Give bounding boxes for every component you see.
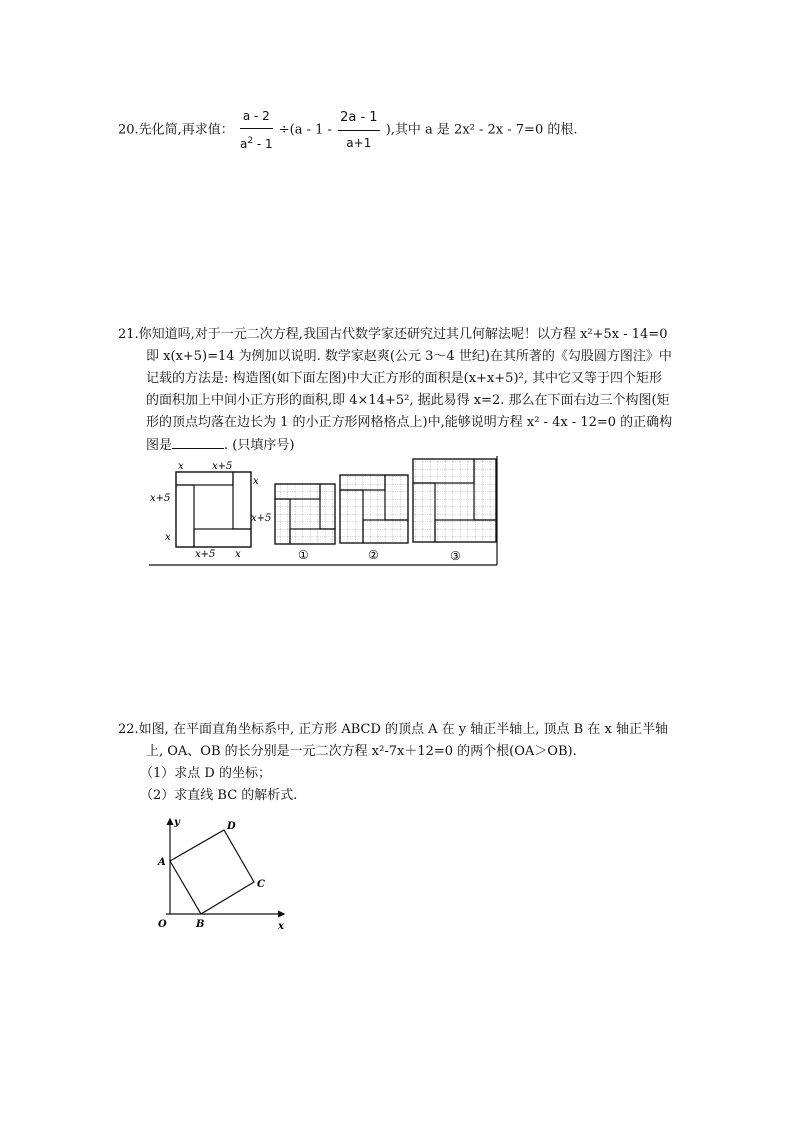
q21-line-3: 记载的方法是: 构造图(如下面左图)中大正方形的面积是(x+x+5)², 其中它又等于四个矩形 — [146, 371, 662, 386]
right-rectangle — [233, 472, 251, 529]
q21-line-5: 形的顶点均落在边长为 1 的小正方形网格格点上)中,能够说明方程 x² - 4x - 12=0 的正确构 — [146, 415, 673, 430]
q22-sub-1: （1）求点 D 的坐标； — [140, 766, 271, 781]
q20-frac1-numerator: a - 2 — [240, 105, 273, 129]
construction-1-label: ① — [298, 548, 309, 562]
q21-line-6-prefix: 图是 — [146, 438, 173, 453]
q20-frac2-denominator: a+1 — [346, 135, 372, 150]
q20-frac2-numerator: 2a - 1 — [338, 107, 379, 131]
label-x5-bottom: x+5 — [195, 549, 216, 560]
label-x-bottom: x — [235, 549, 241, 560]
q21-figure — [145, 454, 505, 570]
q20-fraction-2 — [338, 107, 379, 154]
label-y: y — [174, 817, 180, 828]
q22-coordinate-figure — [152, 815, 292, 935]
q21-line-4: 的面积加上中间小正方形的面积,即 4×14+5², 据此易得 x=2. 那么在下面右边三个构图(矩 — [146, 393, 670, 408]
top-rectangle — [176, 472, 233, 485]
square-abcd — [170, 830, 254, 914]
label-x: x — [278, 921, 284, 932]
q20-fraction-1 — [240, 105, 273, 155]
left-rectangle — [176, 485, 194, 547]
q20-suffix: ),其中 a 是 2x² - 2x - 7=0 的根. — [385, 122, 578, 138]
q20-frac1-den-base: a — [239, 137, 248, 151]
big-square — [176, 472, 251, 547]
q21-line-6-suffix: . (只填序号) — [224, 438, 295, 453]
label-o: O — [158, 919, 167, 930]
construction-2 — [340, 475, 408, 562]
label-x5-right: x+5 — [251, 513, 272, 524]
q22-line-2: 上, OA、OB 的长分别是一元二次方程 x²-7x＋12=0 的两个根(OA＞OB). — [146, 744, 577, 759]
label-a: A — [158, 857, 166, 868]
q20-frac1-den-exp: 2 — [247, 136, 254, 146]
construction-3-label: ③ — [450, 549, 461, 563]
q20-line — [118, 105, 578, 155]
label-d: D — [227, 821, 236, 832]
q20-operator: ÷(a - 1 - — [278, 122, 337, 138]
zhao-shuang-diagram — [150, 461, 271, 560]
inner-square — [194, 485, 233, 529]
answer-blank — [172, 436, 224, 449]
label-c: C — [257, 879, 265, 890]
q21-line-2: 即 x(x+5)=14 为例加以说明. 数学家赵爽(公元 3～4 世纪)在其所著的《勾股圆方图注》中 — [146, 349, 672, 364]
label-x-right: x — [253, 476, 259, 487]
label-b: B — [196, 919, 205, 930]
label-x5-top: x+5 — [212, 461, 233, 472]
q20-frac1-denominator — [240, 129, 273, 155]
label-x5-left: x+5 — [150, 493, 171, 504]
q20-frac1-den-rest: - 1 — [253, 137, 273, 151]
bottom-rectangle — [194, 529, 251, 547]
construction-3 — [413, 459, 496, 563]
construction-1 — [275, 484, 335, 562]
q20-prefix: 20.先化简,再求值： — [118, 122, 234, 138]
q21-line-6 — [146, 436, 294, 455]
construction-2-label: ② — [368, 548, 379, 562]
label-x-top: x — [178, 461, 184, 472]
q21-line-1: 21.你知道吗,对于一元二次方程,我国古代数学家还研究过其几何解法呢！以方程 x²+5x - 14=0 — [118, 327, 668, 342]
q22-sub-2: （2）求直线 BC 的解析式. — [140, 788, 298, 803]
q22-line-1: 22.如图, 在平面直角坐标系中, 正方形 ABCD 的顶点 A 在 y 轴正半轴上, 顶点 B 在 x 轴正半轴 — [118, 722, 668, 737]
label-x-left: x — [165, 532, 171, 543]
